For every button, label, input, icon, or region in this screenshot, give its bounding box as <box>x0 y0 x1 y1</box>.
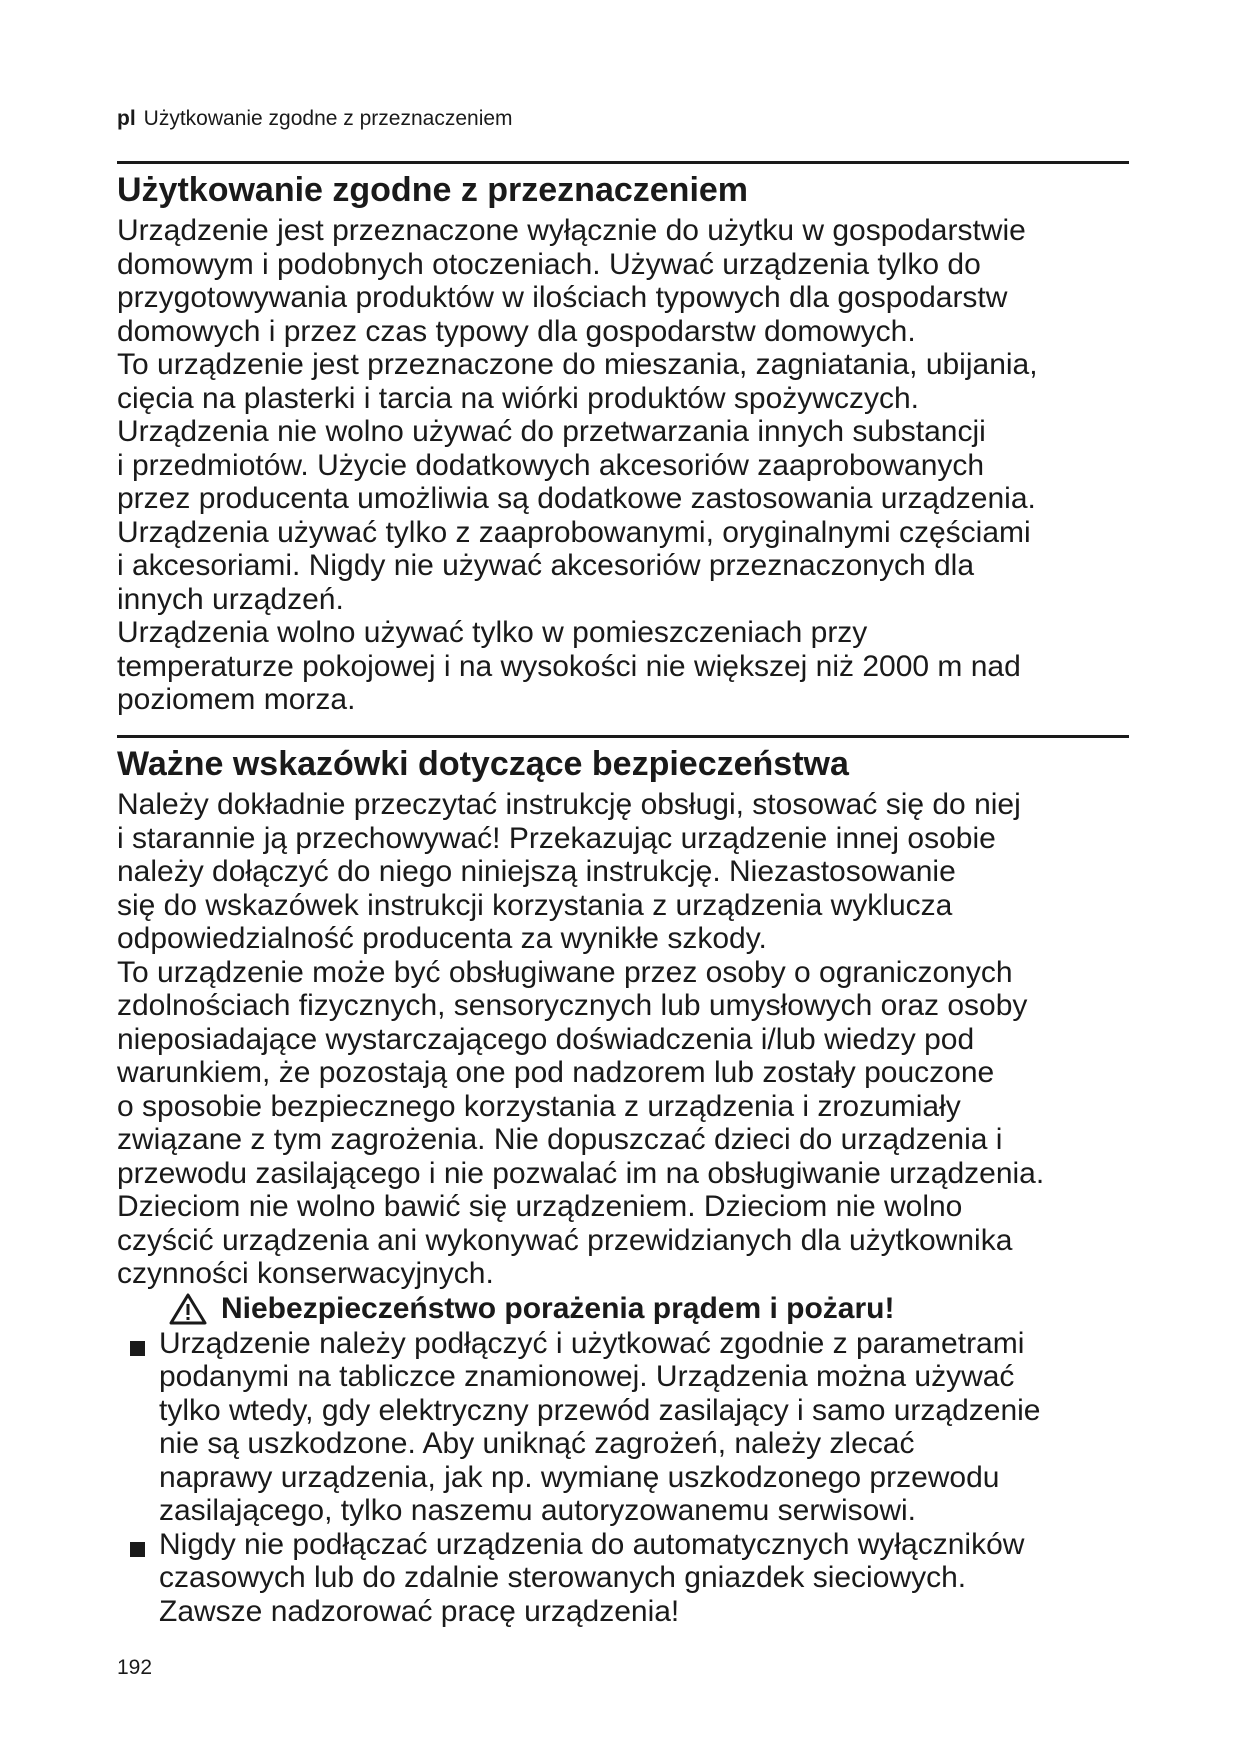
body-line: nieposiadające wystarczającego doświadczenia i/lub wiedzy pod <box>117 1022 975 1056</box>
bullet-line: zasilającego, tylko naszemu autoryzowanemu serwisowi. <box>159 1494 917 1527</box>
body-line: związane z tym zagrożenia. Nie dopuszczać dzieci do urządzenia i <box>117 1123 1003 1156</box>
section-divider <box>117 161 1129 164</box>
body-line: odpowiedzialność producenta za wynikłe szkody. <box>117 922 767 955</box>
section-body <box>117 214 1137 717</box>
section-divider <box>117 735 1129 738</box>
body-line: o sposobie bezpiecznego korzystania z urządzenia i zrozumiały <box>117 1089 961 1123</box>
body-line: przygotowywania produktów w ilościach typowych dla gospodarstw <box>117 281 1008 314</box>
body-line: zdolnościach fizycznych, sensorycznych lub umysłowych oraz osoby <box>117 989 1028 1022</box>
square-bullet-icon <box>130 1542 145 1557</box>
bullet-line: tylko wtedy, gdy elektryczny przewód zasilający i samo urządzenie <box>159 1393 1041 1427</box>
body-line: To urządzenie jest przeznaczone do mieszania, zagniatania, ubijania, <box>117 348 1038 381</box>
body-line: temperaturze pokojowej i na wysokości nie większej niż 2000 m nad <box>117 649 1021 683</box>
language-code: pl <box>117 107 136 130</box>
section-heading: Użytkowanie zgodne z przeznaczeniem <box>117 171 749 209</box>
body-line: Dzieciom nie wolno bawić się urządzeniem. Dzieciom nie wolno <box>117 1190 963 1223</box>
section-heading: Ważne wskazówki dotyczące bezpieczeństwa <box>117 745 849 783</box>
body-line: Urządzenia używać tylko z zaaprobowanymi, oryginalnymi częściami <box>117 515 1031 549</box>
bullet-line: nie są uszkodzone. Aby uniknąć zagrożeń, należy zlecać <box>159 1427 915 1460</box>
body-line: należy dołączyć do niego niniejszą instrukcję. Niezastosowanie <box>117 855 956 888</box>
bullet-line: Nigdy nie podłączać urządzenia do automatycznych wyłączników <box>159 1527 1025 1561</box>
body-line: domowym i podobnych otoczeniach. Używać urządzenia tylko do <box>117 247 981 281</box>
bullet-line: Urządzenie należy podłączyć i użytkować zgodnie z parametrami <box>159 1326 1025 1360</box>
list-item <box>117 1528 1137 1629</box>
body-line: czynności konserwacyjnych. <box>117 1257 494 1290</box>
warning-heading <box>169 1291 1137 1327</box>
safety-bullet-list <box>117 1327 1137 1629</box>
bullet-line: Zawsze nadzorować pracę urządzenia! <box>159 1594 680 1628</box>
body-line: innych urządzeń. <box>117 582 344 616</box>
body-line: warunkiem, że pozostają one pod nadzorem lub zostały pouczone <box>117 1056 995 1089</box>
list-item <box>117 1327 1137 1528</box>
bullet-line: podanymi na tabliczce znamionowej. Urządzenia można używać <box>159 1360 1015 1393</box>
body-line: przewodu zasilającego i nie pozwalać im na obsługiwanie urządzenia. <box>117 1156 1045 1190</box>
section-body <box>117 788 1137 1291</box>
running-header-title: Użytkowanie zgodne z przeznaczeniem <box>143 107 513 130</box>
bullet-line: czasowych lub do zdalnie sterowanych gniazdek sieciowych. <box>159 1561 967 1594</box>
bullet-line: naprawy urządzenia, jak np. wymianę uszkodzonego przewodu <box>159 1460 1000 1494</box>
warning-title: Niebezpieczeństwo porażenia prądem i pożaru! <box>221 1291 895 1325</box>
body-line: Należy dokładnie przeczytać instrukcję obsługi, stosować się do niej <box>117 788 1021 821</box>
body-line: i starannie ją przechowywać! Przekazując urządzenie innej osobie <box>117 821 996 855</box>
body-line: cięcia na plasterki i tarcia na wiórki produktów spożywczych. <box>117 381 919 415</box>
warning-triangle-icon <box>169 1292 207 1326</box>
body-line: To urządzenie może być obsługiwane przez osoby o ograniczonych <box>117 955 1013 989</box>
body-line: poziomem morza. <box>117 683 356 716</box>
page-number: 192 <box>117 1656 153 1679</box>
section-safety <box>117 744 1137 1628</box>
body-line: i przedmiotów. Użycie dodatkowych akcesoriów zaaprobowanych <box>117 448 985 482</box>
running-header <box>117 106 513 132</box>
body-line: domowych i przez czas typowy dla gospodarstw domowych. <box>117 314 916 348</box>
body-line: czyścić urządzenia ani wykonywać przewidzianych dla użytkownika <box>117 1223 1013 1257</box>
body-line: Urządzenia nie wolno używać do przetwarzania innych substancji <box>117 415 986 448</box>
body-line: Urządzenia wolno używać tylko w pomieszczeniach przy <box>117 616 868 649</box>
body-line: się do wskazówek instrukcji korzystania z urządzenia wyklucza <box>117 888 953 922</box>
square-bullet-icon <box>130 1341 145 1356</box>
body-line: Urządzenie jest przeznaczone wyłącznie do użytku w gospodarstwie <box>117 214 1026 247</box>
body-line: przez producenta umożliwia są dodatkowe zastosowania urządzenia. <box>117 482 1036 515</box>
section-intended-use <box>117 170 1137 717</box>
body-line: i akcesoriami. Nigdy nie używać akcesoriów przeznaczonych dla <box>117 549 975 582</box>
